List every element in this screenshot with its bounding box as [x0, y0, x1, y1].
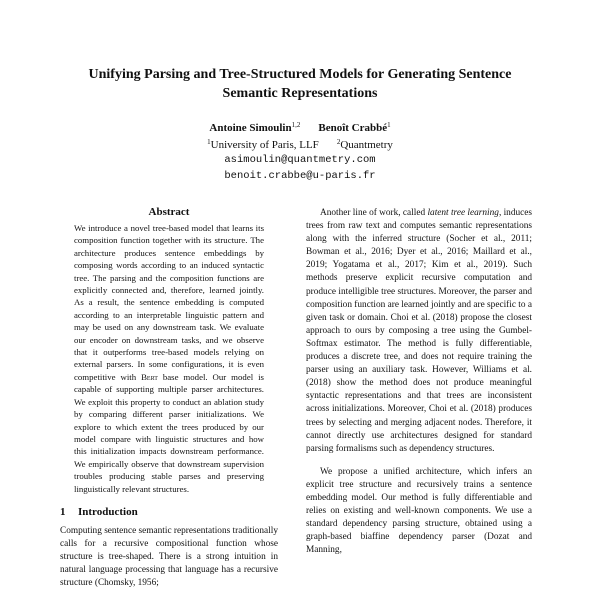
- left-column: [60, 205, 278, 590]
- author-block: [40, 118, 560, 184]
- abstract-text: We introduce a novel tree-based model that learns its composition function together with its structure. The architecture produces sentence embeddings by composing words according to an induced syntactic tree. The parsing and the composition functions are explicitly connected and, therefore, learned jointly. As a result, the sentence embedding is computed according to an interpretable linguistic pattern and may be used on any downstream task. We evaluate our encoder on downstream tasks, and we observe that it outperforms tree-based models relying on external parsers. In some configurations, it is even competitive with Bert base model. Our model is capable of supporting multiple parser architectures. We exploit this property to conduct an ablation study by comparing different parser initializations. We explore to which extent the trees produced by our model compare with linguistic structures and how this initialization impacts downstream performance. We empirically observe that downstream supervision troubles producing stable parses and preserving linguistically relevant structures.: [74, 223, 264, 494]
- email-1: asimoulin@quantmetry.com: [224, 154, 376, 166]
- email-2: benoit.crabbe@u-paris.fr: [224, 170, 376, 182]
- right-column: [306, 205, 532, 557]
- affil-1-mark: 1: [207, 138, 211, 146]
- affiliations: [40, 135, 560, 152]
- latent-tree-learning-term: latent tree learning: [427, 208, 499, 218]
- affil-2-mark: 2: [336, 138, 341, 146]
- affil-2: Quantmetry: [340, 139, 393, 151]
- section-title: Introduction: [78, 505, 138, 518]
- section-heading-introduction: [60, 505, 278, 519]
- author-2-affil-mark: 1: [387, 121, 391, 129]
- title-line-1: Unifying Parsing and Tree-Structured Models for Generating Sentence: [88, 67, 512, 82]
- bert-term: Bert: [141, 371, 158, 382]
- proposal-paragraph: We propose a unified architecture, which infers an explicit tree structure and recursively trains a sentence embedding model. Our method is fully differentiable and relies on existing and well-known components. We use a standard dependency parsing structure, obtained using a graph-based biaffine dependency parser (Dozat and Manning,: [306, 466, 532, 556]
- section-number: 1: [60, 505, 66, 518]
- affil-1: University of Paris, LLF: [210, 139, 319, 151]
- related-work-paragraph: Another line of work, called latent tree learning, induces trees from raw text and computes semantic representations along with the inferred structure (Socher et al., 2011; Bowman et al., 2016; Dyer et al., 2016; Maillard et al., 2019; Yogatama et al., 2017; Kim et al., 2019). Such methods preserve explicit recursive computation and produce intelligible tree structures. Moreover, the parser and composition function are learned jointly and are specific to a given task or domain. Choi et al. (2018) propose the closest approach to ours by composing a tree using the Gumbel-Softmax estimator. The method is fully differentiable, produces a discrete tree, and does not require training the parser using an auxiliary task. However, Williams et al. (2018) show the method does not produce meaningful syntactic representations and that trees are inconsistent across initializations. Moreover, Choi et al. (2018) produces trees by selecting and merging adjacent nodes. Therefore, it cannot directly use architectures designed for standard parsing formalisms such as dependency structures.: [306, 208, 532, 454]
- intro-paragraph: Computing sentence semantic representations traditionally calls for a recursive compositional function whose structure is tree-shaped. There is a strong intuition in natural language processing that language has a recursive structure (Chomsky, 1956;: [60, 525, 278, 589]
- author-1-affil-mark: 1,2: [291, 121, 301, 129]
- author-1-name: Antoine Simoulin: [209, 122, 292, 134]
- author-2-name: Benoît Crabbé: [318, 122, 388, 134]
- author-names: [40, 118, 560, 135]
- paper-title: [40, 65, 560, 103]
- title-line-2: Semantic Representations: [222, 86, 378, 101]
- abstract-heading: Abstract: [148, 206, 190, 218]
